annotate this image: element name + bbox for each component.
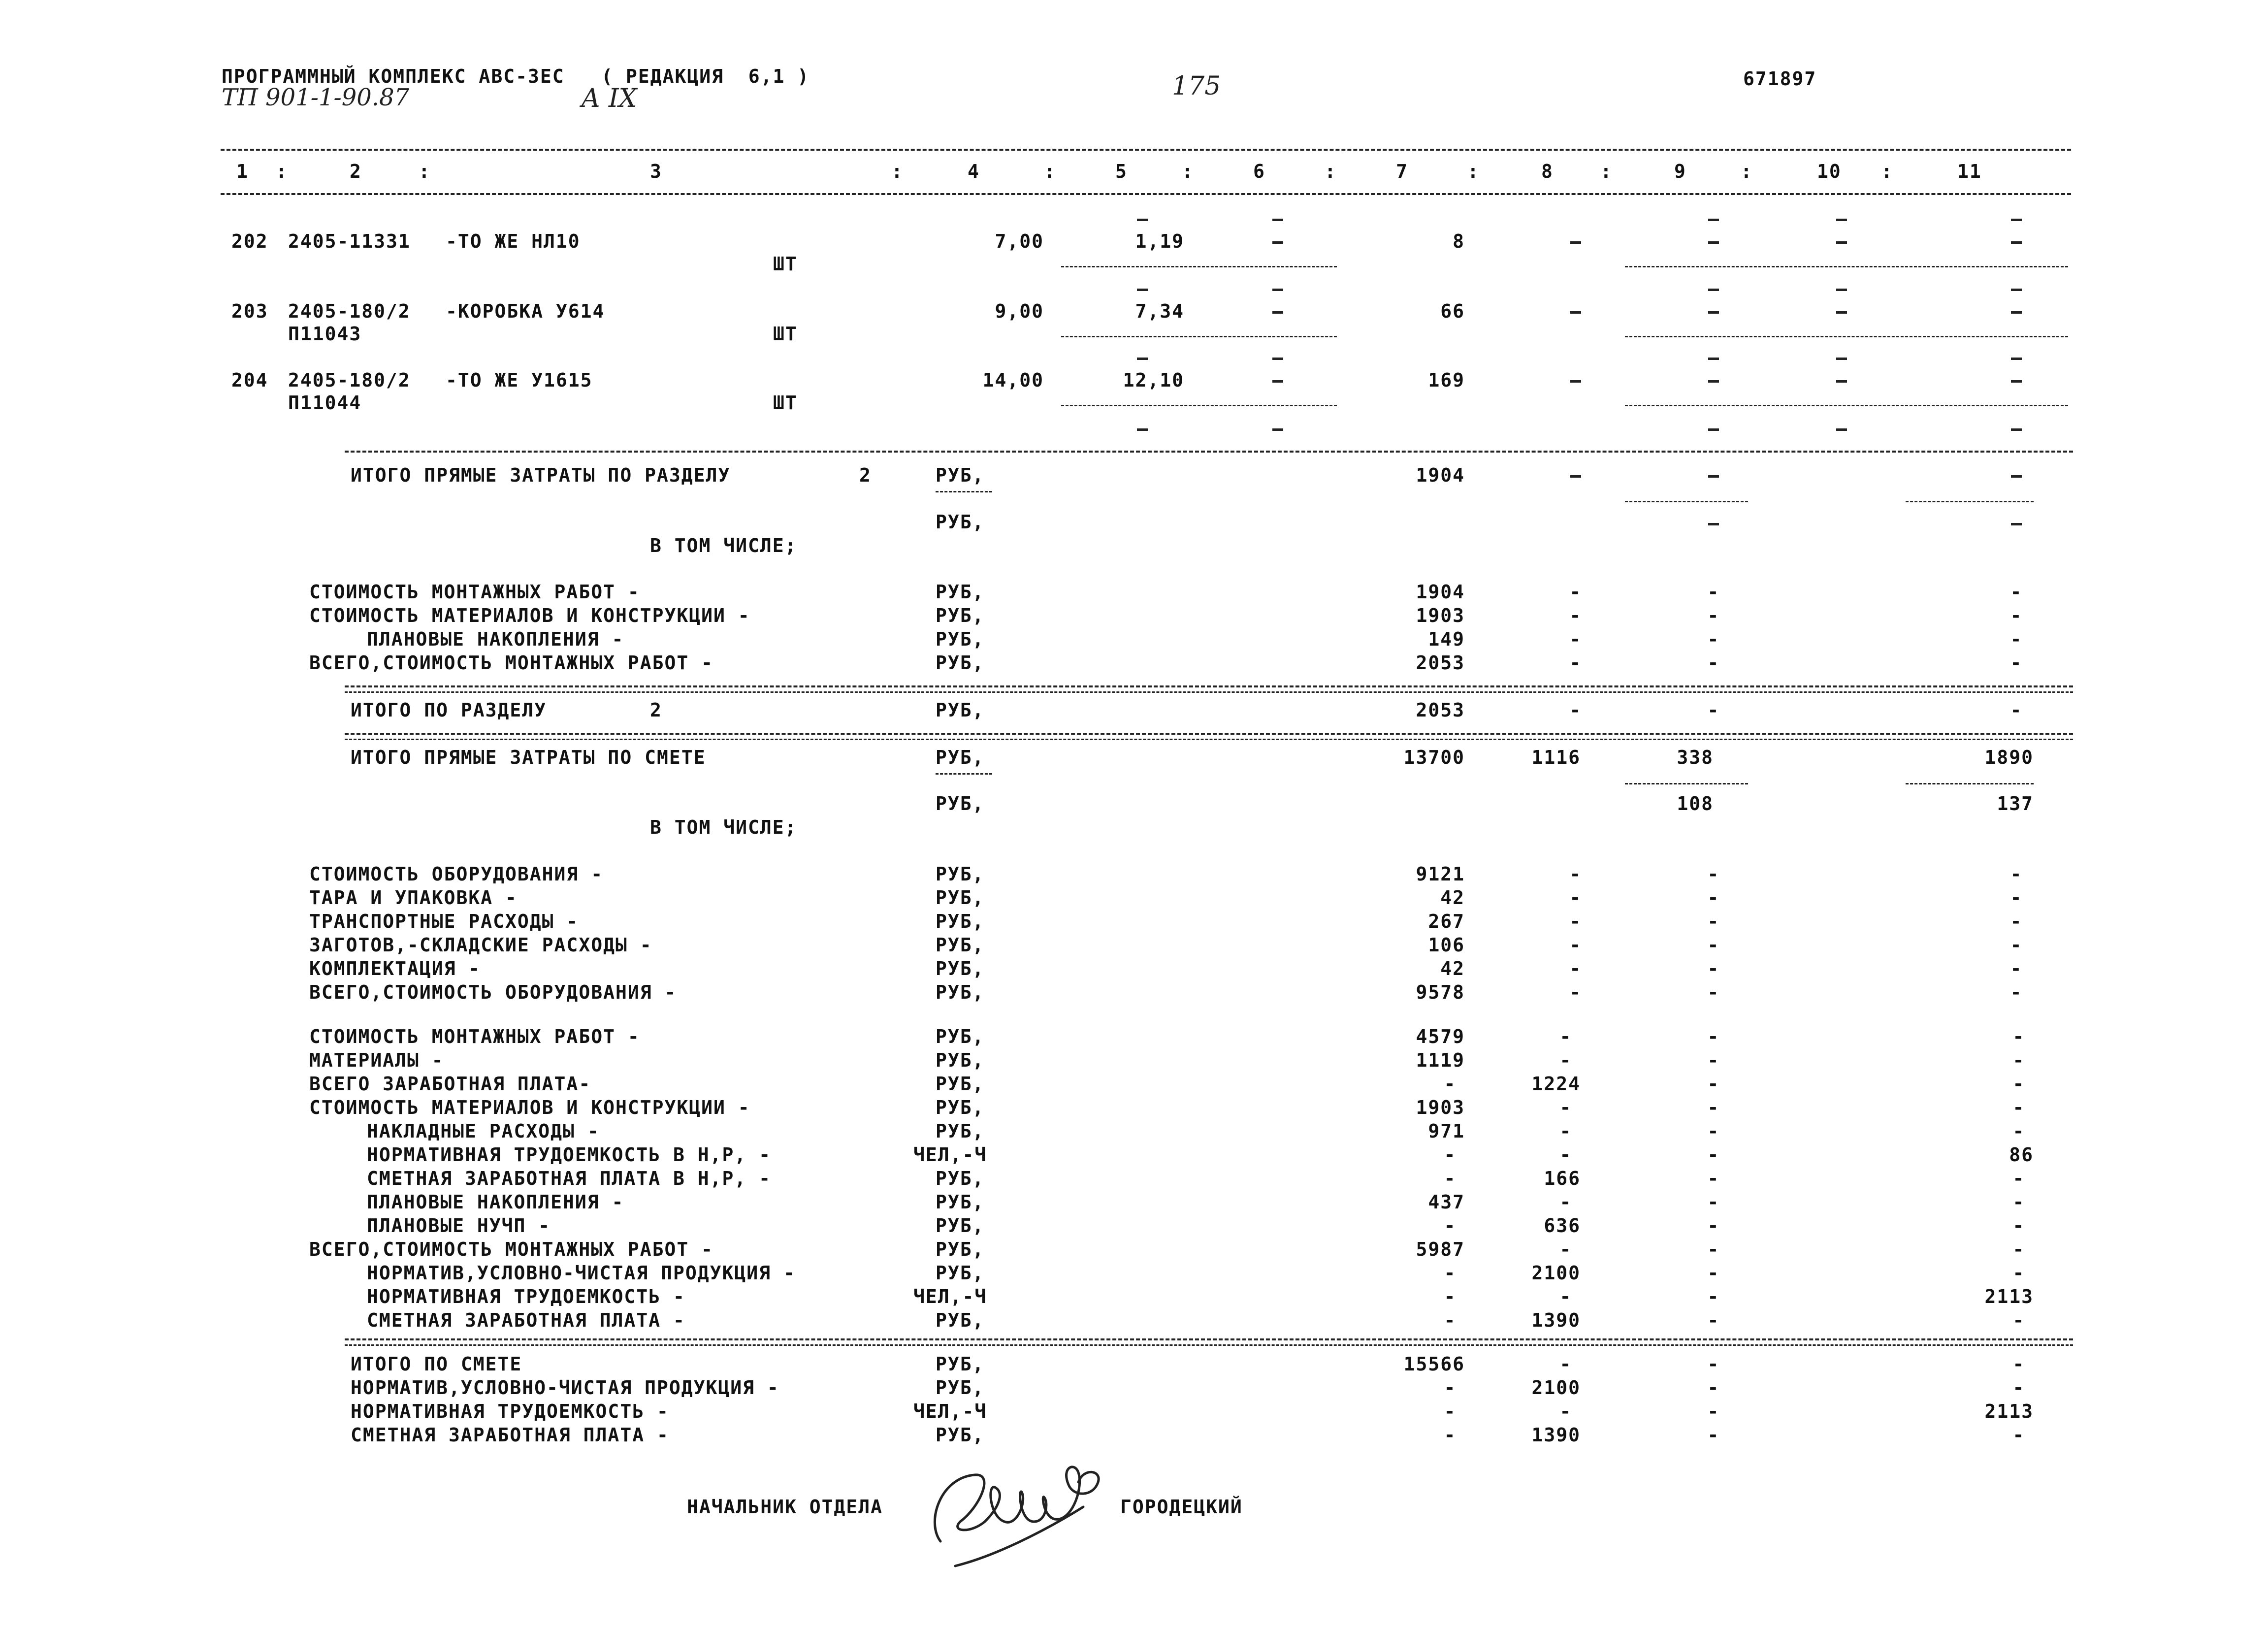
dash-mark xyxy=(2011,523,2022,525)
equipment-c11: - xyxy=(2010,958,2023,979)
column-header: 10 xyxy=(1817,161,1842,182)
mounting-c8: - xyxy=(1559,1120,1572,1142)
mounting-c8: 1390 xyxy=(1531,1309,1581,1331)
totals-c11: 2113 xyxy=(1984,1401,2034,1422)
equipment-unit: РУБ, xyxy=(936,887,985,909)
totals-unit: ЧЕЛ,-Ч xyxy=(913,1401,987,1422)
item-number: 203 xyxy=(231,300,268,322)
dash-mark xyxy=(1137,358,1148,360)
mounting-unit: ЧЕЛ,-Ч xyxy=(913,1144,987,1166)
mounting-c9: - xyxy=(1707,1168,1720,1189)
mounting-c11: - xyxy=(2012,1097,2025,1118)
mounting-c11: - xyxy=(2012,1238,2025,1260)
item-quantity: 7,00 xyxy=(995,230,1044,252)
breakdown-c7: 1904 xyxy=(1416,581,1465,603)
dash-mark xyxy=(1272,219,1283,221)
mounting-label: СТОИМОСТЬ МОНТАЖНЫХ РАБОТ - xyxy=(309,1026,640,1047)
totals-c9: - xyxy=(1707,1353,1720,1375)
item-total: 66 xyxy=(1440,300,1465,322)
mounting-c8: 2100 xyxy=(1531,1262,1581,1284)
mounting-c11: - xyxy=(2012,1215,2025,1237)
breakdown-label: СТОИМОСТЬ МАТЕРИАЛОВ И КОНСТРУКЦИИ - xyxy=(309,605,750,626)
dash-mark xyxy=(1272,428,1283,431)
mounting-c9: - xyxy=(1707,1309,1720,1331)
totals-label: НОРМАТИВНАЯ ТРУДОЕМКОСТЬ - xyxy=(351,1401,669,1422)
equipment-unit: РУБ, xyxy=(936,981,985,1003)
breakdown-label: СТОИМОСТЬ МОНТАЖНЫХ РАБОТ - xyxy=(309,581,640,603)
mounting-unit: РУБ, xyxy=(936,1049,985,1071)
breakdown-c8: - xyxy=(1569,581,1582,603)
column-header: 4 xyxy=(968,161,980,182)
equipment-c7: 42 xyxy=(1440,887,1465,909)
mounting-unit: РУБ, xyxy=(936,1309,985,1331)
mounting-unit: РУБ, xyxy=(936,1026,985,1047)
mounting-c11: - xyxy=(2012,1049,2025,1071)
equipment-c7: 42 xyxy=(1440,958,1465,979)
mounting-c7: 437 xyxy=(1428,1191,1465,1213)
equipment-c9: - xyxy=(1707,911,1720,932)
mounting-c11: - xyxy=(2012,1191,2025,1213)
mounting-c11: - xyxy=(2012,1026,2025,1047)
mounting-c8: - xyxy=(1559,1238,1572,1260)
totals-c7: - xyxy=(1444,1424,1457,1446)
dash-mark xyxy=(1272,358,1283,360)
equipment-c11: - xyxy=(2010,887,2023,909)
sub-rule xyxy=(936,773,992,775)
section-total-c8: - xyxy=(1569,699,1582,721)
breakdown-c9: - xyxy=(1707,628,1720,650)
mounting-c8: 1224 xyxy=(1531,1073,1581,1095)
mounting-c11: - xyxy=(2012,1262,2025,1284)
breakdown-label: ПЛАНОВЫЕ НАКОПЛЕНИЯ - xyxy=(367,628,624,650)
breakdown-c9: - xyxy=(1707,605,1720,626)
mounting-c11: - xyxy=(2012,1168,2025,1189)
equipment-c8: - xyxy=(1569,863,1582,885)
dash-mark xyxy=(1708,380,1719,383)
item-rule xyxy=(1061,405,1337,406)
column-header: 7 xyxy=(1396,161,1408,182)
sub-rule xyxy=(1906,501,2034,502)
mounting-label: НОРМАТИВНАЯ ТРУДОЕМКОСТЬ В Н,Р, - xyxy=(367,1144,771,1166)
totals-label: СМЕТНАЯ ЗАРАБОТНАЯ ПЛАТА - xyxy=(351,1424,669,1446)
item-name: -ТО ЖЕ У1615 xyxy=(446,369,593,391)
item-rule xyxy=(1061,336,1337,337)
dash-mark xyxy=(1708,358,1719,360)
mounting-label: ПЛАНОВЫЕ НУЧП - xyxy=(367,1215,551,1237)
mounting-c11: 2113 xyxy=(1984,1286,2034,1307)
mounting-c7: 1903 xyxy=(1416,1097,1465,1118)
totals-c8: - xyxy=(1559,1401,1572,1422)
mounting-c8: - xyxy=(1559,1026,1572,1047)
totals-unit: РУБ, xyxy=(936,1424,985,1446)
item-rule xyxy=(1625,336,2068,337)
sub-rule xyxy=(1625,501,1748,502)
mounting-label: ВСЕГО,СТОИМОСТЬ МОНТАЖНЫХ РАБОТ - xyxy=(309,1238,713,1260)
totals-c7: 15566 xyxy=(1403,1353,1465,1375)
totals-rule xyxy=(345,1338,2073,1340)
mounting-label: СМЕТНАЯ ЗАРАБОТНАЯ ПЛАТА - xyxy=(367,1309,685,1331)
mounting-c7: - xyxy=(1444,1144,1457,1166)
dash-mark xyxy=(1708,311,1719,314)
mounting-unit: РУБ, xyxy=(936,1073,985,1095)
breakdown-c7: 149 xyxy=(1428,628,1465,650)
item-code: 2405-180/2 xyxy=(288,369,411,391)
mounting-unit: РУБ, xyxy=(936,1238,985,1260)
estimate-direct-label: ИТОГО ПРЯМЫЕ ЗАТРАТЫ ПО СМЕТЕ xyxy=(351,747,706,768)
item-quantity: 14,00 xyxy=(982,369,1044,391)
equipment-c9: - xyxy=(1707,981,1720,1003)
mounting-c9: - xyxy=(1707,1049,1720,1071)
column-separator: : xyxy=(1600,161,1613,182)
totals-label: НОРМАТИВ,УСЛОВНО-ЧИСТАЯ ПРОДУКЦИЯ - xyxy=(351,1377,779,1399)
totals-c8: 2100 xyxy=(1531,1377,1581,1399)
dash-mark xyxy=(2011,428,2022,431)
equipment-c9: - xyxy=(1707,887,1720,909)
section-total-label: ИТОГО ПО РАЗДЕЛУ xyxy=(351,699,547,721)
mounting-c7: 1119 xyxy=(1416,1049,1465,1071)
dash-mark xyxy=(1272,380,1283,383)
mounting-unit: РУБ, xyxy=(936,1215,985,1237)
mounting-c9: - xyxy=(1707,1144,1720,1166)
item-rule xyxy=(1625,266,2068,267)
mounting-label: СТОИМОСТЬ МАТЕРИАЛОВ И КОНСТРУКЦИИ - xyxy=(309,1097,750,1118)
column-separator: : xyxy=(891,161,904,182)
equipment-c8: - xyxy=(1569,934,1582,956)
equipment-unit: РУБ, xyxy=(936,934,985,956)
mounting-c7: - xyxy=(1444,1215,1457,1237)
mounting-c9: - xyxy=(1707,1097,1720,1118)
mounting-c7: - xyxy=(1444,1168,1457,1189)
column-separator: : xyxy=(419,161,431,182)
totals-c7: - xyxy=(1444,1401,1457,1422)
mounting-c7: - xyxy=(1444,1262,1457,1284)
mounting-unit: РУБ, xyxy=(936,1168,985,1189)
dash-mark xyxy=(1708,219,1719,221)
estimate-direct-c7: 13700 xyxy=(1403,747,1465,768)
sub-rule xyxy=(1625,783,1748,784)
totals-c7: - xyxy=(1444,1377,1457,1399)
mounting-unit: ЧЕЛ,-Ч xyxy=(913,1286,987,1307)
item-name: -ТО ЖЕ НЛ10 xyxy=(446,230,581,252)
dash-mark xyxy=(2011,358,2022,360)
column-header: 6 xyxy=(1253,161,1265,182)
header-rule-bottom xyxy=(221,193,2071,195)
breakdown-c7: 2053 xyxy=(1416,652,1465,674)
dash-mark xyxy=(1836,289,1847,291)
column-separator: : xyxy=(1741,161,1753,182)
tp-number: ТП 901-1-90.87 xyxy=(222,84,410,111)
including-label: В ТОМ ЧИСЛЕ; xyxy=(650,535,797,556)
column-separator: : xyxy=(1881,161,1893,182)
mounting-c11: - xyxy=(2012,1120,2025,1142)
equipment-unit: РУБ, xyxy=(936,911,985,932)
equipment-c7: 9121 xyxy=(1416,863,1465,885)
mounting-c9: - xyxy=(1707,1286,1720,1307)
dash-mark xyxy=(2011,311,2022,314)
equipment-c8: - xyxy=(1569,981,1582,1003)
dash-mark xyxy=(1137,428,1148,431)
section-direct-unit-2: РУБ, xyxy=(936,511,985,533)
breakdown-c9: - xyxy=(1707,581,1720,603)
section-total-c7: 2053 xyxy=(1416,699,1465,721)
sub-rule xyxy=(1906,783,2034,784)
totals-label: ИТОГО ПО СМЕТЕ xyxy=(351,1353,522,1375)
item-price: 7,34 xyxy=(1135,300,1184,322)
breakdown-c11: - xyxy=(2010,628,2023,650)
dash-mark xyxy=(1708,475,1719,478)
column-separator: : xyxy=(1325,161,1337,182)
breakdown-c8: - xyxy=(1569,605,1582,626)
mounting-c9: - xyxy=(1707,1215,1720,1237)
breakdown-c11: - xyxy=(2010,581,2023,603)
totals-c9: - xyxy=(1707,1401,1720,1422)
column-separator: : xyxy=(1467,161,1480,182)
item-name: -КОРОБКА У614 xyxy=(446,300,605,322)
estimate-direct-c9b: 108 xyxy=(1677,793,1714,814)
mounting-c11: - xyxy=(2012,1073,2025,1095)
totals-c9: - xyxy=(1707,1424,1720,1446)
dash-mark xyxy=(1272,241,1283,244)
estimate-direct-c9: 338 xyxy=(1677,747,1714,768)
estimate-direct-c11b: 137 xyxy=(1997,793,2034,814)
mounting-c7: - xyxy=(1444,1309,1457,1331)
item-unit: ШТ xyxy=(773,323,798,345)
mounting-unit: РУБ, xyxy=(936,1120,985,1142)
item-code-secondary: П11043 xyxy=(288,323,362,345)
section-rule xyxy=(345,733,2073,735)
column-header: 5 xyxy=(1115,161,1128,182)
equipment-c9: - xyxy=(1707,863,1720,885)
mounting-label: ВСЕГО ЗАРАБОТНАЯ ПЛАТА- xyxy=(309,1073,591,1095)
equipment-c11: - xyxy=(2010,863,2023,885)
mounting-c9: - xyxy=(1707,1073,1720,1095)
section-rule xyxy=(345,451,2073,453)
section-total-number: 2 xyxy=(650,699,662,721)
breakdown-c7: 1903 xyxy=(1416,605,1465,626)
equipment-c11: - xyxy=(2010,911,2023,932)
breakdown-unit: РУБ, xyxy=(936,581,985,603)
item-unit: ШТ xyxy=(773,392,798,414)
totals-c8: - xyxy=(1559,1353,1572,1375)
section-direct-unit: РУБ, xyxy=(936,464,985,486)
dash-mark xyxy=(1137,289,1148,291)
equipment-label: ТРАНСПОРТНЫЕ РАСХОДЫ - xyxy=(309,911,579,932)
equipment-c7: 9578 xyxy=(1416,981,1465,1003)
item-total: 169 xyxy=(1428,369,1465,391)
mounting-c8: - xyxy=(1559,1191,1572,1213)
mounting-c7: 5987 xyxy=(1416,1238,1465,1260)
equipment-c9: - xyxy=(1707,958,1720,979)
dash-mark xyxy=(2011,241,2022,244)
mounting-c9: - xyxy=(1707,1262,1720,1284)
column-header: 2 xyxy=(350,161,362,182)
item-code: 2405-180/2 xyxy=(288,300,411,322)
totals-c8: 1390 xyxy=(1531,1424,1581,1446)
dash-mark xyxy=(1836,311,1847,314)
mounting-unit: РУБ, xyxy=(936,1262,985,1284)
mounting-unit: РУБ, xyxy=(936,1191,985,1213)
equipment-label: КОМПЛЕКТАЦИЯ - xyxy=(309,958,481,979)
dash-mark xyxy=(1836,380,1847,383)
dash-mark xyxy=(1836,241,1847,244)
breakdown-c11: - xyxy=(2010,652,2023,674)
dash-mark xyxy=(2011,289,2022,291)
section-rule xyxy=(345,685,2073,687)
mounting-label: НОРМАТИВНАЯ ТРУДОЕМКОСТЬ - xyxy=(367,1286,685,1307)
equipment-label: ТАРА И УПАКОВКА - xyxy=(309,887,518,909)
column-header: 1 xyxy=(236,161,249,182)
section-total-c11: - xyxy=(2010,699,2023,721)
item-price: 12,10 xyxy=(1123,369,1184,391)
totals-unit: РУБ, xyxy=(936,1377,985,1399)
mounting-c8: - xyxy=(1559,1286,1572,1307)
dash-mark xyxy=(1272,311,1283,314)
estimate-direct-unit: РУБ, xyxy=(936,747,985,768)
item-rule xyxy=(1625,405,2068,406)
dash-mark xyxy=(2011,475,2022,478)
mounting-c8: - xyxy=(1559,1097,1572,1118)
section-total-c9: - xyxy=(1707,699,1720,721)
equipment-c11: - xyxy=(2010,934,2023,956)
column-header: 8 xyxy=(1541,161,1554,182)
mounting-c9: - xyxy=(1707,1026,1720,1047)
section-rule xyxy=(345,739,2073,740)
dash-mark xyxy=(1836,428,1847,431)
breakdown-c11: - xyxy=(2010,605,2023,626)
dash-mark xyxy=(1708,241,1719,244)
section-direct-c7: 1904 xyxy=(1416,464,1465,486)
equipment-label: ЗАГОТОВ,-СКЛАДСКИЕ РАСХОДЫ - xyxy=(309,934,652,956)
item-quantity: 9,00 xyxy=(995,300,1044,322)
equipment-c8: - xyxy=(1569,887,1582,909)
dash-mark xyxy=(1570,475,1581,478)
equipment-c7: 267 xyxy=(1428,911,1465,932)
mounting-unit: РУБ, xyxy=(936,1097,985,1118)
dash-mark xyxy=(1570,380,1581,383)
equipment-label: ВСЕГО,СТОИМОСТЬ ОБОРУДОВАНИЯ - xyxy=(309,981,677,1003)
dash-mark xyxy=(1708,523,1719,525)
mounting-c8: 636 xyxy=(1544,1215,1581,1237)
footer-position: НАЧАЛЬНИК ОТДЕЛА xyxy=(687,1496,883,1518)
equipment-c11: - xyxy=(2010,981,2023,1003)
mounting-c8: 166 xyxy=(1544,1168,1581,1189)
breakdown-unit: РУБ, xyxy=(936,628,985,650)
equipment-c9: - xyxy=(1707,934,1720,956)
item-total: 8 xyxy=(1453,230,1465,252)
item-rule xyxy=(1061,266,1337,267)
breakdown-label: ВСЕГО,СТОИМОСТЬ МОНТАЖНЫХ РАБОТ - xyxy=(309,652,713,674)
dash-mark xyxy=(1708,289,1719,291)
dash-mark xyxy=(1570,311,1581,314)
mounting-c9: - xyxy=(1707,1238,1720,1260)
mounting-c7: - xyxy=(1444,1286,1457,1307)
breakdown-unit: РУБ, xyxy=(936,605,985,626)
section-total-unit: РУБ, xyxy=(936,699,985,721)
breakdown-c9: - xyxy=(1707,652,1720,674)
mounting-c11: - xyxy=(2012,1309,2025,1331)
totals-c11: - xyxy=(2012,1424,2025,1446)
equipment-c8: - xyxy=(1569,911,1582,932)
dash-mark xyxy=(1708,428,1719,431)
mounting-c8: - xyxy=(1559,1144,1572,1166)
equipment-c8: - xyxy=(1569,958,1582,979)
dash-mark xyxy=(1272,289,1283,291)
program-title: ПРОГРАММНЫЙ КОМПЛЕКС АВС-3ЕС ( РЕДАКЦИЯ 6,1 ) xyxy=(222,65,810,87)
mounting-c11: 86 xyxy=(2009,1144,2034,1166)
mounting-c9: - xyxy=(1707,1191,1720,1213)
dash-mark xyxy=(2011,380,2022,383)
mounting-label: НОРМАТИВ,УСЛОВНО-ЧИСТАЯ ПРОДУКЦИЯ - xyxy=(367,1262,796,1284)
footer-name: ГОРОДЕЦКИЙ xyxy=(1120,1496,1243,1518)
mounting-label: СМЕТНАЯ ЗАРАБОТНАЯ ПЛАТА В Н,Р, - xyxy=(367,1168,771,1189)
equipment-c7: 106 xyxy=(1428,934,1465,956)
item-number: 204 xyxy=(231,369,268,391)
item-price: 1,19 xyxy=(1135,230,1184,252)
item-code: 2405-11331 xyxy=(288,230,411,252)
breakdown-c8: - xyxy=(1569,628,1582,650)
totals-c11: - xyxy=(2012,1377,2025,1399)
totals-rule xyxy=(345,1344,2073,1346)
mounting-c9: - xyxy=(1707,1120,1720,1142)
item-number: 202 xyxy=(231,230,268,252)
dash-mark xyxy=(1137,219,1148,221)
column-header: 3 xyxy=(650,161,662,182)
totals-unit: РУБ, xyxy=(936,1353,985,1375)
totals-c9: - xyxy=(1707,1377,1720,1399)
dash-mark xyxy=(2011,219,2022,221)
sub-rule xyxy=(936,491,992,492)
mounting-c7: 971 xyxy=(1428,1120,1465,1142)
dash-mark xyxy=(1570,241,1581,244)
mounting-c8: - xyxy=(1559,1049,1572,1071)
estimate-direct-unit-2: РУБ, xyxy=(936,793,985,814)
section-direct-number: 2 xyxy=(859,464,872,486)
column-separator: : xyxy=(1044,161,1056,182)
item-unit: ШТ xyxy=(773,253,798,275)
mounting-label: НАКЛАДНЫЕ РАСХОДЫ - xyxy=(367,1120,600,1142)
mounting-label: МАТЕРИАЛЫ - xyxy=(309,1049,444,1071)
dash-mark xyxy=(1836,358,1847,360)
dash-mark xyxy=(1836,219,1847,221)
mounting-c7: 4579 xyxy=(1416,1026,1465,1047)
column-separator: : xyxy=(276,161,288,182)
mounting-c7: - xyxy=(1444,1073,1457,1095)
item-code-secondary: П11044 xyxy=(288,392,362,414)
header-rule-top xyxy=(221,149,2071,151)
totals-c11: - xyxy=(2012,1353,2025,1375)
including-label-2: В ТОМ ЧИСЛЕ; xyxy=(650,816,797,838)
column-separator: : xyxy=(1182,161,1194,182)
breakdown-unit: РУБ, xyxy=(936,652,985,674)
estimate-direct-c8: 1116 xyxy=(1531,747,1581,768)
album-mark: А IX xyxy=(581,84,637,113)
section-direct-label: ИТОГО ПРЯМЫЕ ЗАТРАТЫ ПО РАЗДЕЛУ xyxy=(351,464,731,486)
page-number: 175 xyxy=(1172,71,1221,101)
equipment-unit: РУБ, xyxy=(936,863,985,885)
signature-image xyxy=(921,1448,1128,1576)
column-header: 11 xyxy=(1957,161,1982,182)
breakdown-c8: - xyxy=(1569,652,1582,674)
doc-number: 671897 xyxy=(1743,68,1817,90)
equipment-unit: РУБ, xyxy=(936,958,985,979)
column-header: 9 xyxy=(1674,161,1686,182)
section-rule xyxy=(345,691,2073,693)
equipment-label: СТОИМОСТЬ ОБОРУДОВАНИЯ - xyxy=(309,863,604,885)
estimate-direct-c11: 1890 xyxy=(1984,747,2034,768)
mounting-label: ПЛАНОВЫЕ НАКОПЛЕНИЯ - xyxy=(367,1191,624,1213)
